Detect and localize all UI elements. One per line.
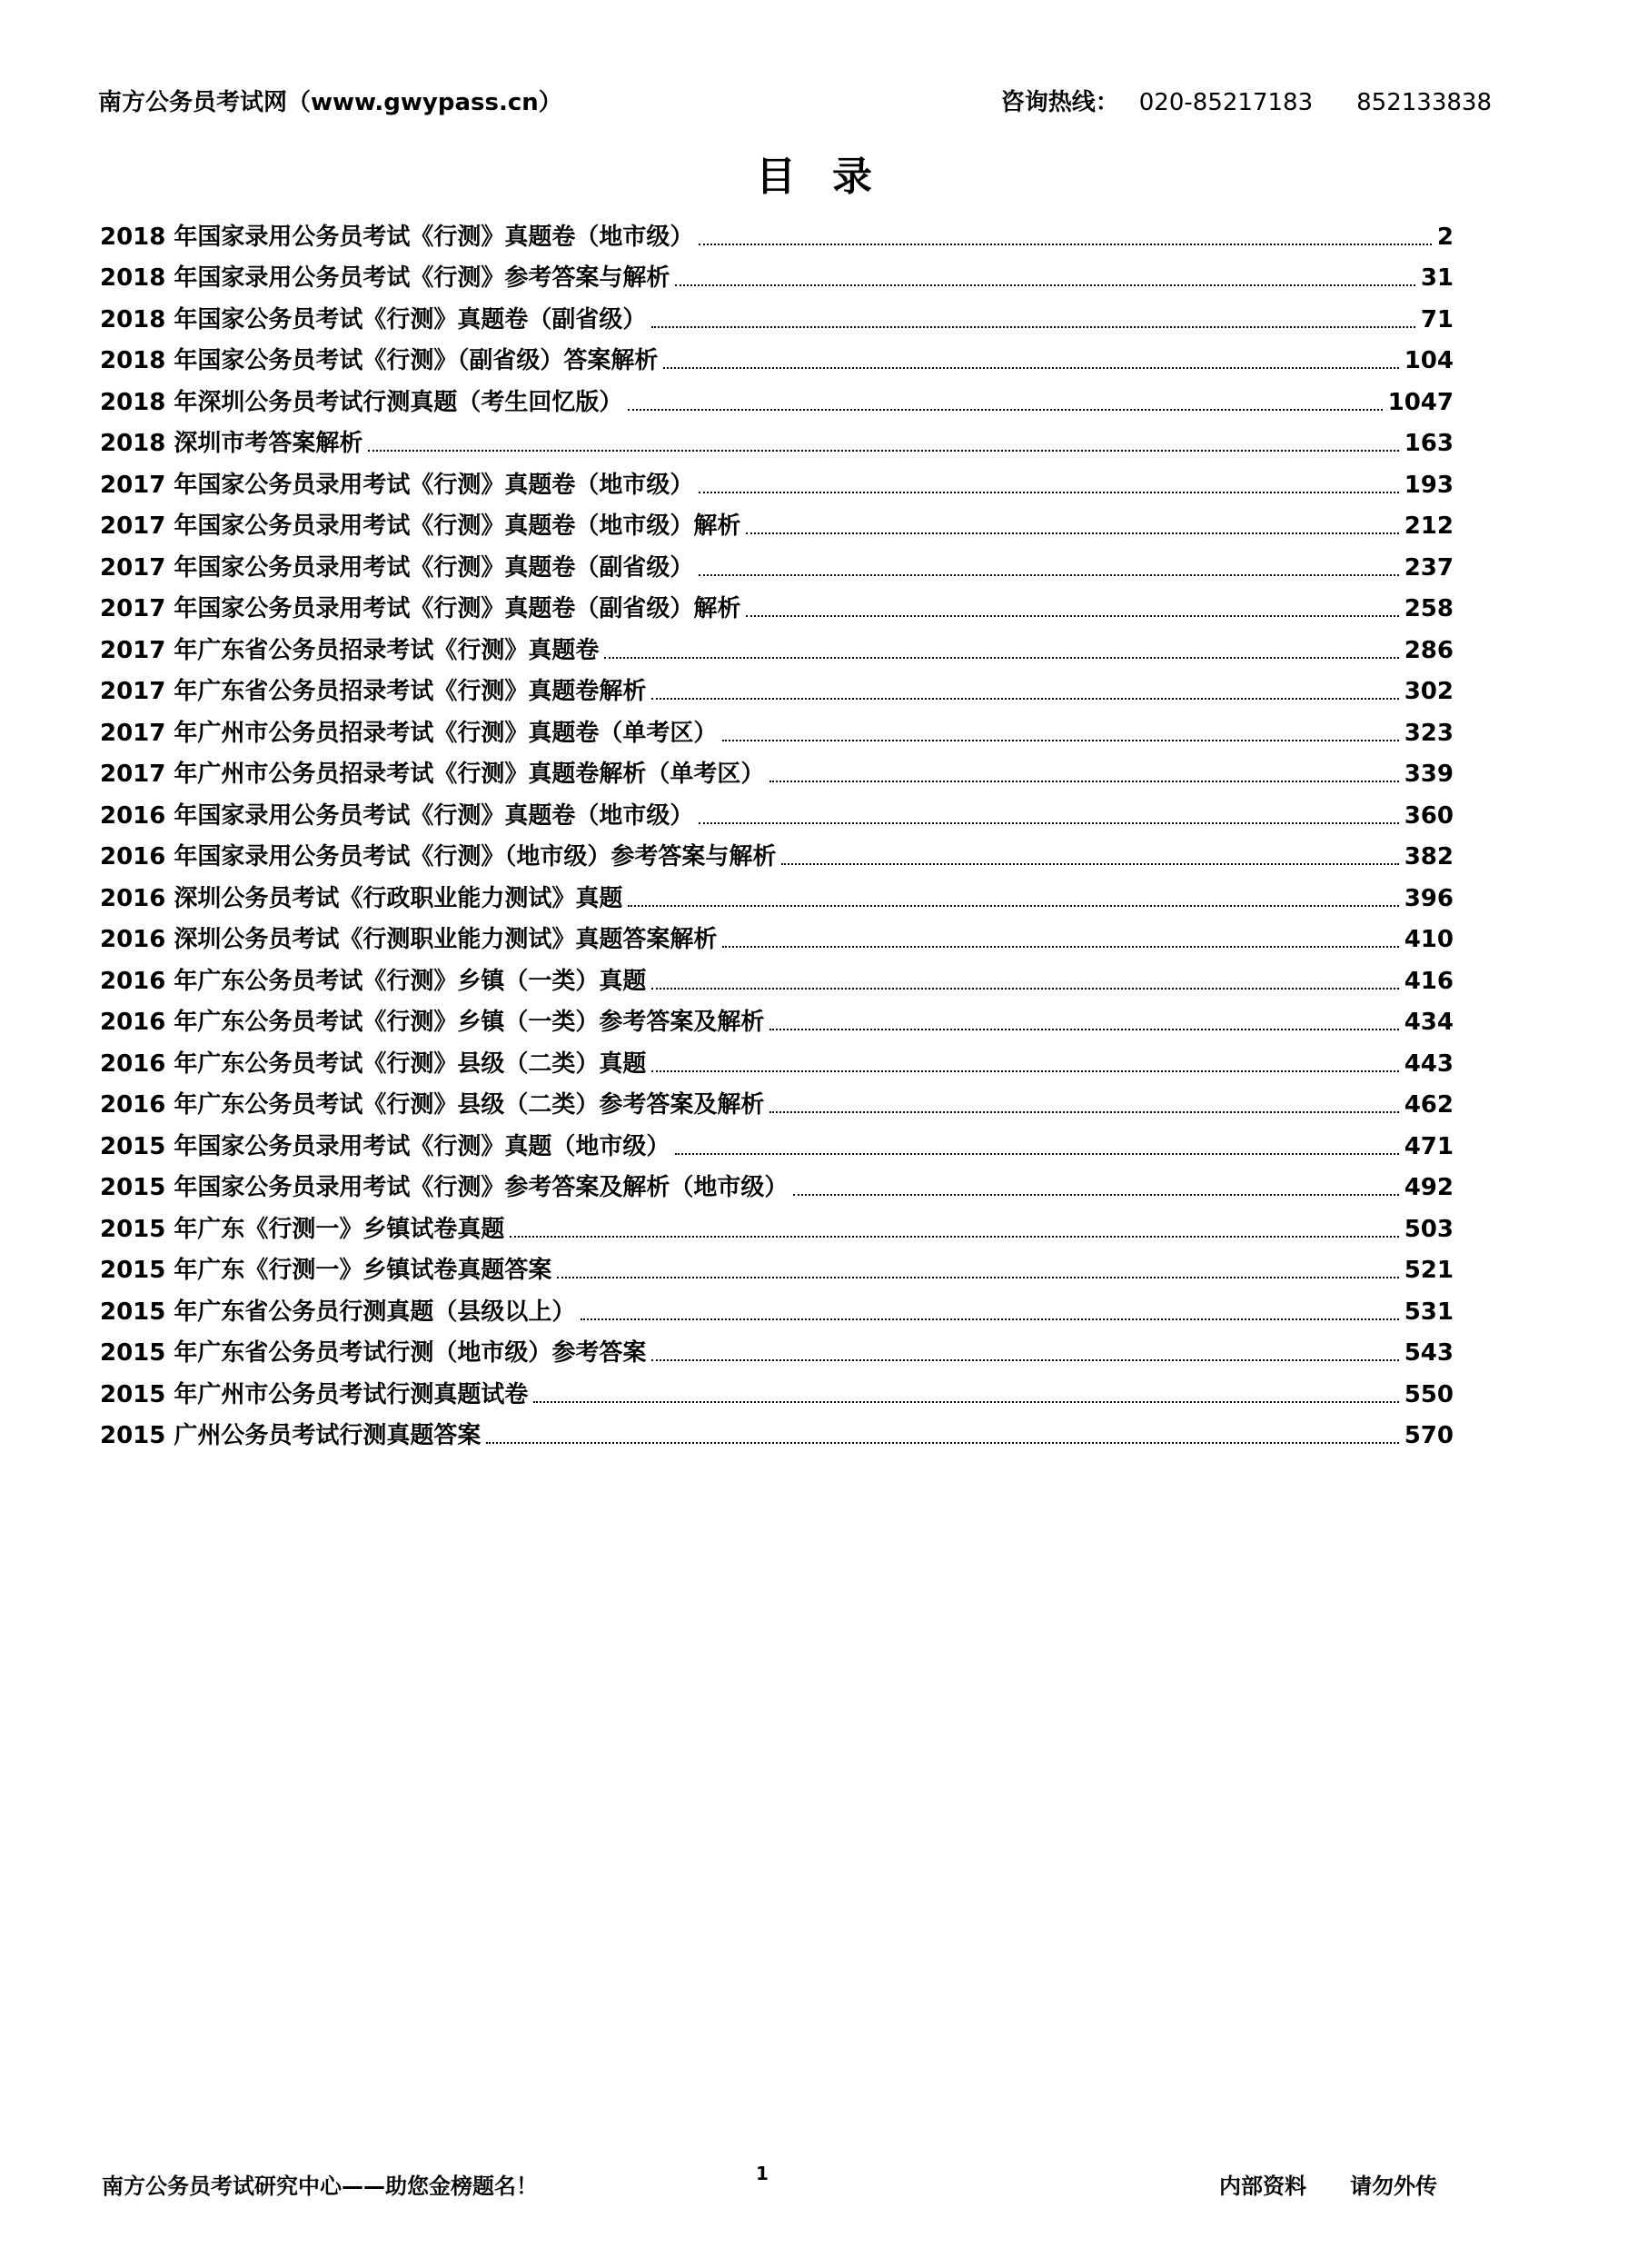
toc-entry-title: 2016 年广东公务员考试《行测》乡镇（一类）参考答案及解析 <box>100 1009 765 1036</box>
toc-entry[interactable] <box>100 790 1454 831</box>
toc-entry-title: 2015 年广东省公务员行测真题（县级以上） <box>100 1298 576 1326</box>
toc-dot-leader <box>628 904 1398 907</box>
notice-no-share: 请勿外传 <box>1350 2174 1437 2199</box>
toc-entry-title: 2015 年国家公务员录用考试《行测》参考答案及解析（地市级） <box>100 1174 789 1201</box>
footer-notice <box>1219 2168 1437 2200</box>
toc-entry-title: 2015 年广州市公务员考试行测真题试卷 <box>100 1380 529 1408</box>
toc-entry-page: 492 <box>1404 1174 1454 1201</box>
toc-entry[interactable] <box>100 707 1454 749</box>
toc-entry-page: 302 <box>1404 678 1454 705</box>
toc-entry[interactable] <box>100 997 1454 1039</box>
hotline-number-2: 852133838 <box>1356 89 1492 116</box>
toc-dot-leader <box>746 614 1398 617</box>
toc-entry[interactable] <box>100 749 1454 791</box>
toc-entry-page: 382 <box>1404 843 1454 870</box>
toc-dot-leader <box>769 780 1398 782</box>
toc-entry[interactable] <box>100 418 1454 460</box>
toc-dot-leader <box>769 1028 1398 1030</box>
toc-entry-title: 2017 年广州市公务员招录考试《行测》真题卷解析（单考区） <box>100 761 765 788</box>
toc-entry-title: 2016 深圳公务员考试《行测职业能力测试》真题答案解析 <box>100 926 718 953</box>
toc-entry-title: 2015 年广东省公务员考试行测（地市级）参考答案 <box>100 1339 647 1367</box>
toc-entry-title: 2016 深圳公务员考试《行政职业能力测试》真题 <box>100 884 623 912</box>
toc-dot-leader <box>663 366 1398 369</box>
toc-entry[interactable] <box>100 1079 1454 1121</box>
hotline <box>1001 84 1492 117</box>
toc-entry-page: 521 <box>1404 1257 1454 1284</box>
toc-entry[interactable] <box>100 376 1454 418</box>
toc-entry-page: 360 <box>1404 801 1454 830</box>
toc-entry[interactable] <box>100 1368 1454 1410</box>
toc-entry[interactable] <box>100 583 1454 625</box>
toc-entry-page: 531 <box>1404 1298 1454 1326</box>
toc-entry-title: 2016 年广东公务员考试《行测》县级（二类）真题 <box>100 1049 647 1078</box>
toc-entry-page: 258 <box>1404 595 1454 622</box>
toc-entry[interactable] <box>100 666 1454 708</box>
page-number: 1 <box>756 2163 769 2184</box>
toc-dot-leader <box>581 1318 1398 1320</box>
toc-dot-leader <box>699 491 1398 493</box>
page-title: 目录 <box>756 154 908 200</box>
toc-entry-title: 2016 年国家录用公务员考试《行测》（地市级）参考答案与解析 <box>100 843 777 870</box>
footer-slogan: 南方公务员考试研究中心——助您金榜题名！ <box>102 2174 538 2199</box>
toc-dot-leader <box>651 697 1398 700</box>
toc-entry[interactable] <box>100 831 1454 873</box>
toc-entry-page: 503 <box>1404 1215 1454 1243</box>
toc-entry[interactable] <box>100 872 1454 914</box>
toc-entry-title: 2016 年广东公务员考试《行测》县级（二类）参考答案及解析 <box>100 1091 765 1119</box>
hotline-number-1: 020-85217183 <box>1138 89 1314 116</box>
toc-entry[interactable] <box>100 542 1454 583</box>
toc-entry-page: 2 <box>1436 223 1454 251</box>
toc-entry-page: 286 <box>1404 636 1454 664</box>
toc-dot-leader <box>722 739 1398 741</box>
toc-entry[interactable] <box>100 501 1454 542</box>
toc-entry[interactable] <box>100 914 1454 956</box>
toc-dot-leader <box>651 1358 1398 1361</box>
toc-entry-title: 2017 年广州市公务员招录考试《行测》真题卷（单考区） <box>100 719 718 747</box>
toc-entry-title: 2017 年国家公务员录用考试《行测》真题卷（副省级）解析 <box>100 595 741 622</box>
toc-entry[interactable] <box>100 459 1454 501</box>
toc-entry-page: 471 <box>1404 1132 1454 1160</box>
toc-entry-title: 2017 年国家公务员录用考试《行测》真题卷（地市级）解析 <box>100 512 741 540</box>
toc-dot-leader <box>769 1110 1398 1113</box>
table-of-contents <box>100 211 1454 1451</box>
toc-dot-leader <box>628 408 1382 411</box>
toc-entry[interactable] <box>100 1038 1454 1079</box>
notice-internal: 内部资料 <box>1219 2174 1306 2199</box>
toc-entry-page: 31 <box>1420 264 1454 292</box>
toc-entry-title: 2018 深圳市考答案解析 <box>100 430 363 457</box>
site-name: 南方公务员考试网（www.gwypass.cn） <box>98 89 562 116</box>
toc-entry-page: 434 <box>1404 1009 1454 1036</box>
toc-entry-page: 104 <box>1404 347 1454 374</box>
toc-dot-leader <box>604 656 1398 659</box>
toc-entry-title: 2018 年国家录用公务员考试《行测》参考答案与解析 <box>100 264 670 292</box>
toc-dot-leader <box>510 1235 1398 1238</box>
toc-dot-leader <box>557 1276 1398 1278</box>
toc-entry-title: 2015 年广东《行测一》乡镇试卷真题 <box>100 1215 505 1243</box>
toc-dot-leader <box>675 1152 1398 1155</box>
toc-entry-title: 2016 年国家录用公务员考试《行测》真题卷（地市级） <box>100 801 694 830</box>
toc-entry-title: 2018 年深圳公务员考试行测真题（考生回忆版） <box>100 388 623 416</box>
toc-entry-title: 2015 年广东《行测一》乡镇试卷真题答案 <box>100 1257 552 1284</box>
toc-dot-leader <box>699 821 1398 824</box>
toc-entry[interactable] <box>100 955 1454 997</box>
toc-dot-leader <box>533 1400 1398 1403</box>
toc-dot-leader <box>651 1069 1398 1072</box>
toc-entry-page: 163 <box>1404 430 1454 457</box>
toc-entry[interactable] <box>100 335 1454 377</box>
toc-entry-page: 339 <box>1404 761 1454 788</box>
toc-entry-page: 212 <box>1404 512 1454 540</box>
toc-entry-page: 570 <box>1404 1422 1454 1449</box>
toc-entry-page: 543 <box>1404 1339 1454 1367</box>
toc-entry-title: 2017 年广东省公务员招录考试《行测》真题卷解析 <box>100 678 647 705</box>
toc-entry-page: 462 <box>1404 1091 1454 1119</box>
toc-dot-leader <box>793 1193 1398 1196</box>
toc-entry[interactable] <box>100 1328 1454 1369</box>
toc-entry-page: 1047 <box>1387 388 1454 416</box>
hotline-label: 咨询热线： <box>1000 89 1119 116</box>
toc-entry[interactable] <box>100 1120 1454 1162</box>
toc-entry-page: 323 <box>1404 719 1454 747</box>
toc-dot-leader <box>699 573 1398 576</box>
toc-dot-leader <box>651 987 1398 990</box>
toc-dot-leader <box>781 862 1398 865</box>
toc-entry-page: 410 <box>1404 926 1454 953</box>
toc-entry-page: 416 <box>1404 967 1454 995</box>
toc-entry-page: 237 <box>1404 553 1454 582</box>
toc-entry-page: 193 <box>1404 471 1454 499</box>
toc-entry-page: 71 <box>1420 305 1454 333</box>
toc-entry[interactable] <box>100 211 1454 253</box>
toc-entry[interactable] <box>100 624 1454 666</box>
toc-entry[interactable] <box>100 1245 1454 1287</box>
toc-entry[interactable] <box>100 253 1454 294</box>
toc-entry-title: 2018 年国家录用公务员考试《行测》真题卷（地市级） <box>100 223 694 251</box>
toc-entry-page: 396 <box>1404 884 1454 912</box>
toc-entry-title: 2017 年国家公务员录用考试《行测》真题卷（副省级） <box>100 553 694 582</box>
toc-entry[interactable] <box>100 293 1454 335</box>
toc-entry-title: 2018 年国家公务员考试《行测》（副省级）答案解析 <box>100 347 659 374</box>
toc-dot-leader <box>722 945 1398 948</box>
toc-entry-page: 443 <box>1404 1049 1454 1078</box>
toc-entry[interactable] <box>100 1203 1454 1245</box>
toc-entry-title: 2018 年国家公务员考试《行测》真题卷（副省级） <box>100 305 647 333</box>
toc-entry-title: 2016 年广东公务员考试《行测》乡镇（一类）真题 <box>100 967 647 995</box>
toc-entry-page: 550 <box>1404 1380 1454 1408</box>
page-footer <box>102 2163 1437 2204</box>
toc-entry-title: 2017 年国家公务员录用考试《行测》真题卷（地市级） <box>100 471 694 499</box>
toc-entry[interactable] <box>100 1162 1454 1204</box>
toc-dot-leader <box>746 532 1398 534</box>
toc-entry[interactable] <box>100 1410 1454 1452</box>
toc-dot-leader <box>675 284 1415 286</box>
toc-entry-title: 2017 年广东省公务员招录考试《行测》真题卷 <box>100 636 600 664</box>
toc-entry-title: 2015 广州公务员考试行测真题答案 <box>100 1422 481 1449</box>
page-header <box>98 84 1492 120</box>
toc-dot-leader <box>368 449 1398 452</box>
toc-dot-leader <box>699 243 1431 245</box>
toc-entry[interactable] <box>100 1286 1454 1328</box>
toc-dot-leader <box>651 325 1415 328</box>
toc-dot-leader <box>486 1441 1398 1444</box>
toc-entry-title: 2015 年国家公务员录用考试《行测》真题（地市级） <box>100 1132 670 1160</box>
